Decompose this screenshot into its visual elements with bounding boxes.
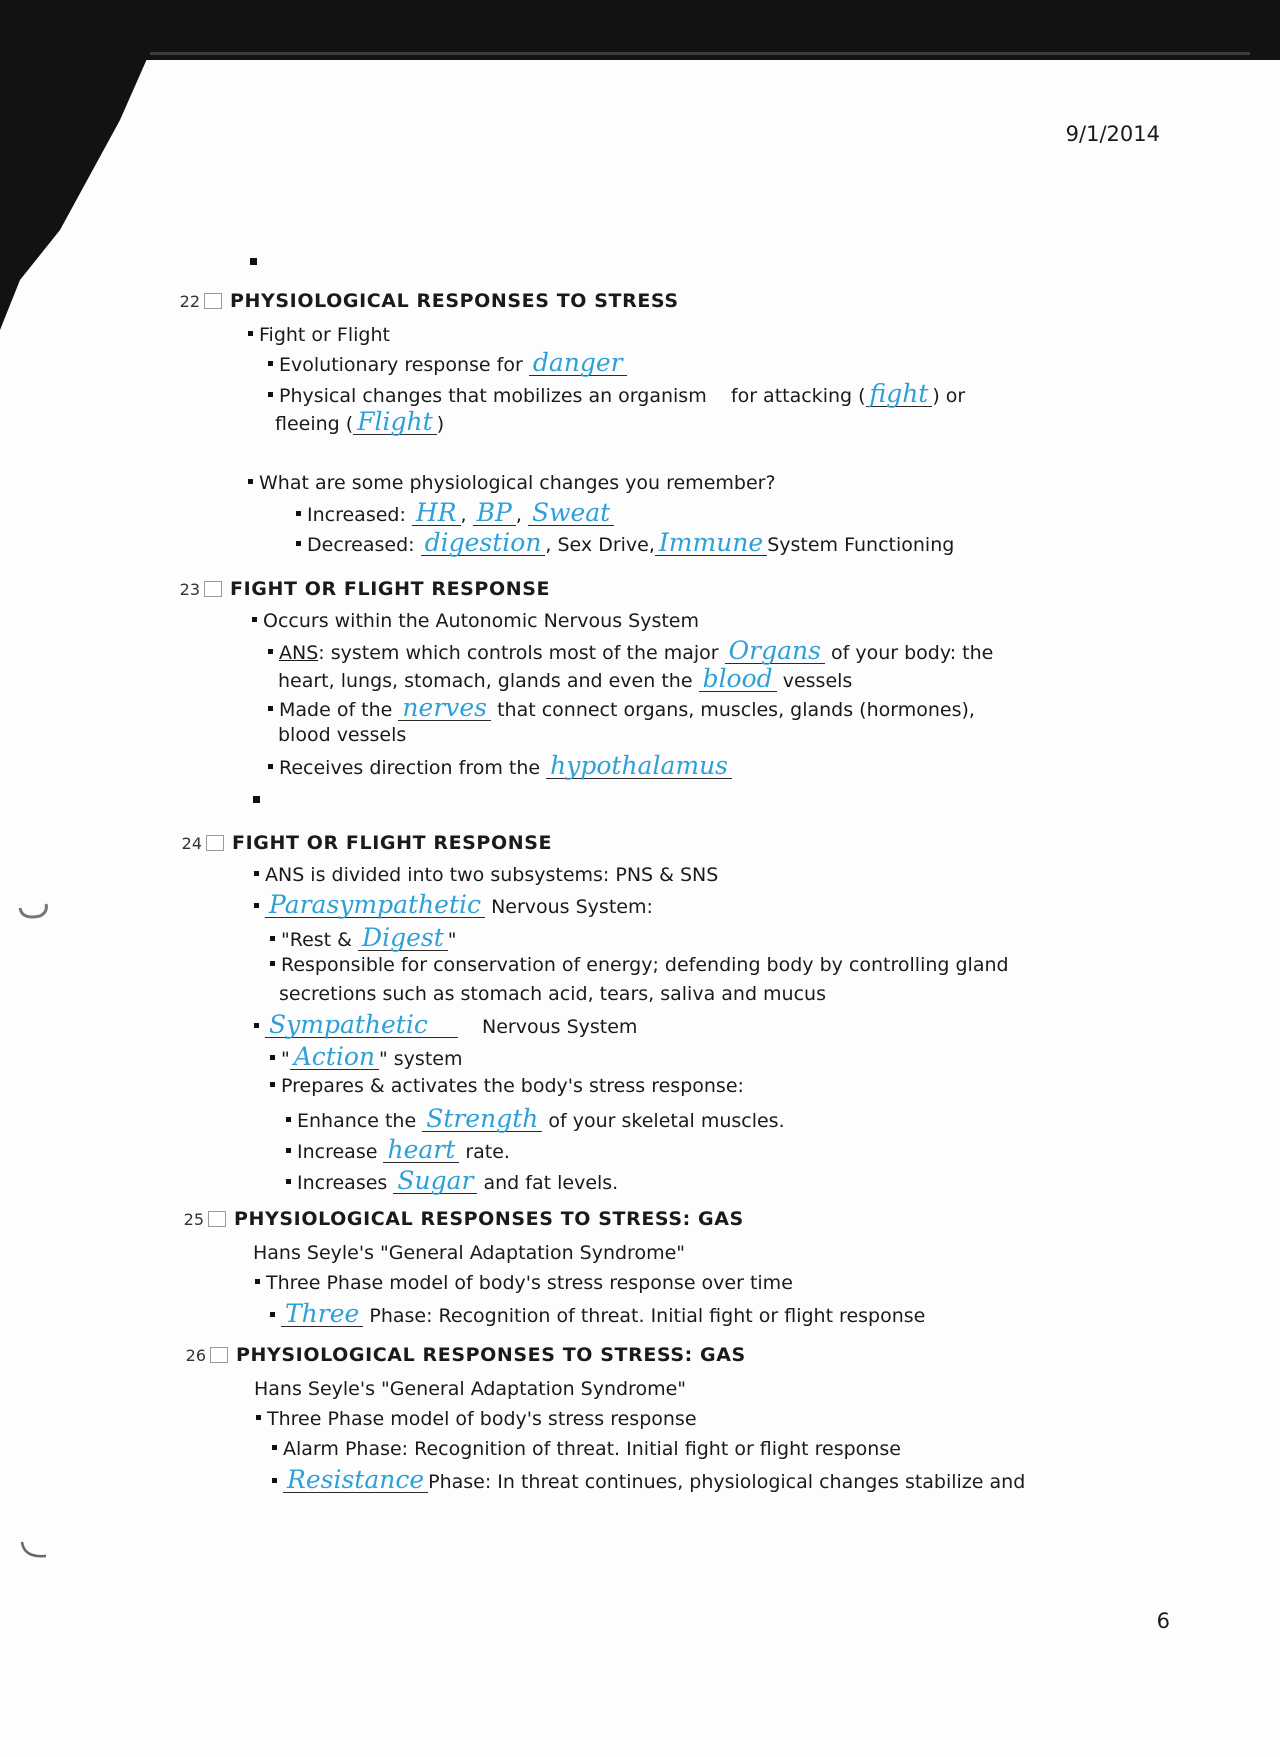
slide-title: PHYSIOLOGICAL RESPONSES TO STRESS: GAS [234,1208,744,1230]
bullet [248,331,253,336]
handwritten-answer: Sweat [528,500,614,526]
bullet [286,1148,291,1153]
bullet [253,796,260,803]
bullet [252,617,257,622]
bullet [268,706,273,711]
bullet [296,541,301,546]
text-line: Sympathetic Nervous System [254,1012,637,1038]
bullet [272,1445,277,1450]
handwritten-answer: digestion [421,530,546,556]
bullet [268,649,273,654]
slide-number: 23 [179,579,200,599]
slide-number: 25 [183,1209,204,1229]
text-line: Three Phase: Recognition of threat. Initial fight or flight response [270,1301,925,1327]
text-line: What are some physiological changes you remember? [248,472,776,494]
handwritten-answer: fight [866,381,933,407]
page-number: 6 [1156,1609,1170,1633]
bullet [270,1082,275,1087]
text-line: Occurs within the Autonomic Nervous System [252,610,699,632]
handwritten-answer: HR [412,500,461,526]
bullet [286,1117,291,1122]
slide-thumbnail-icon [206,835,224,851]
slide-title: FIGHT OR FLIGHT RESPONSE [230,578,551,600]
text-line: Receives direction from the hypothalamus [268,753,732,779]
slide-thumbnail-icon [204,581,222,597]
text-line: Increases Sugar and fat levels. [286,1168,618,1194]
slide-header [176,578,550,600]
paper-edge [150,52,1250,55]
bullet [254,871,259,876]
bullet [270,936,275,941]
slide-thumbnail-icon [204,293,222,309]
slide-number: 22 [179,291,200,311]
text-line: Increased: HR , BP , Sweat [296,500,614,526]
handwritten-answer: Flight [353,409,437,435]
handwritten-answer: heart [383,1137,459,1163]
handwritten-answer: Resistance [283,1467,428,1493]
text-line: Hans Seyle's "General Adaptation Syndrome" [254,1378,687,1400]
punch-hole-mark [18,1538,52,1566]
handwritten-answer: danger [529,350,627,376]
bullet [255,1279,260,1284]
handwritten-answer: Parasympathetic [265,892,485,918]
bullet [254,1023,259,1028]
handwritten-answer: Action [290,1044,379,1070]
bullet [268,392,273,397]
bullet [268,361,273,366]
text-line: fleeing ( Flight ) [275,407,445,436]
slide-title: PHYSIOLOGICAL RESPONSES TO STRESS: GAS [236,1344,746,1366]
handwritten-answer: Three [281,1301,363,1327]
text-line: Made of the nerves that connect organs, muscles, glands (hormones), [268,695,975,721]
punch-hole-mark [16,894,50,922]
slide-number: 24 [181,833,202,853]
bullet [286,1179,291,1184]
handwritten-answer: BP [473,500,516,526]
handwritten-answer: Digest [358,925,448,951]
handwritten-answer: Organs [725,638,825,664]
bullet [270,1312,275,1317]
text-line: Increase heart rate. [286,1137,510,1163]
text-line: Evolutionary response for danger [268,350,627,376]
handwritten-answer: nerves [398,695,491,721]
date: 9/1/2014 [1065,122,1160,146]
text-line: Enhance the Strength of your skeletal muscles. [286,1106,785,1132]
bullet [296,511,301,516]
bullet [270,961,275,966]
text-line: Hans Seyle's "General Adaptation Syndrome" [253,1242,686,1264]
handwritten-answer: Sugar [393,1168,477,1194]
slide-title: PHYSIOLOGICAL RESPONSES TO STRESS [230,290,679,312]
text-line: Parasympathetic Nervous System: [254,892,653,918]
slide-header [182,1344,746,1366]
text-line: Fight or Flight [248,324,390,346]
text-line: Responsible for conservation of energy; defending body by controlling gland [270,954,1009,976]
handwritten-answer: Sympathetic [265,1012,458,1038]
slide-title: FIGHT OR FLIGHT RESPONSE [232,832,553,854]
text-line: Prepares & activates the body's stress response: [270,1075,744,1097]
text-line: Physical changes that mobilizes an organism for attacking ( fight ) or [268,381,965,407]
scan-shadow-top [0,0,1280,60]
text-line: blood vessels [278,724,407,746]
slide-thumbnail-icon [210,1347,228,1363]
text-line: Three Phase model of body's stress response [256,1408,697,1430]
slide-header [180,1208,744,1230]
bullet [272,1478,277,1483]
bullet [270,1055,275,1060]
text-line: secretions such as stomach acid, tears, saliva and mucus [279,983,826,1005]
slide-header [176,290,679,312]
bullet [254,903,259,908]
text-line: Decreased: digestion , Sex Drive, Immune System Functioning [296,530,954,556]
text-line: ANS: system which controls most of the major Organs of your body: the [268,638,993,664]
text-line: Three Phase model of body's stress response over time [255,1272,793,1294]
slide-header [178,832,552,854]
handwritten-answer: Strength [422,1106,542,1132]
text-line: heart, lungs, stomach, glands and even the blood vessels [278,664,853,693]
text-line: Resistance Phase: In threat continues, physiological changes stabilize and [272,1467,1025,1493]
bullet [248,479,253,484]
slide-number: 26 [185,1345,206,1365]
text-line: " Action " system [270,1044,462,1070]
slide-thumbnail-icon [208,1211,226,1227]
text-line: Alarm Phase: Recognition of threat. Initial fight or flight response [272,1438,901,1460]
handwritten-answer: Immune [655,530,767,556]
text-line: "Rest & Digest " [270,925,457,951]
bullet [250,258,257,265]
scan-shadow-corner [0,0,150,330]
handwritten-answer: hypothalamus [546,753,732,779]
bullet [268,764,273,769]
handwritten-answer: blood [699,666,777,692]
text-line: ANS is divided into two subsystems: PNS & SNS [254,864,718,886]
bullet [256,1415,261,1420]
